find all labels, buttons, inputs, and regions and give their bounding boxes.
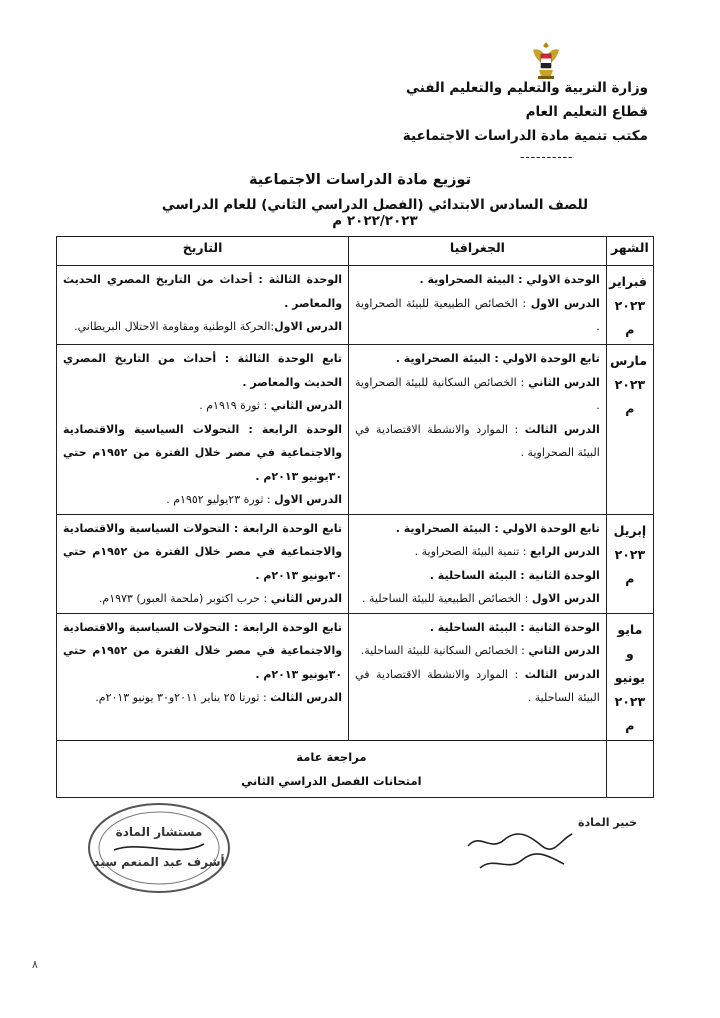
lesson-text: الوحدة الثانية : البيئة الساحلية .: [429, 620, 600, 634]
stamp-title: مستشار المادة: [115, 825, 203, 839]
history-cell: [57, 266, 349, 345]
month-year: ٢٠٢٣ م: [614, 693, 646, 733]
document-title: توزيع مادة الدراسات الاجتماعية: [248, 172, 472, 188]
lesson-line: [355, 347, 600, 371]
lesson-text: الوحدة الرابعة : التحولات السياسية والاقتصادية والاجتماعية في مصر خلال الفترة من ١٩٥٢م حتي ٣٠يونيو ٢٠١٣م .: [63, 422, 343, 483]
table-row: [57, 514, 654, 613]
lesson-label: الدرس الاول: [530, 296, 600, 310]
lesson-line: [355, 418, 600, 465]
lesson-text: الوحدة الثالثة : أحداث من التاريخ المصري الحديث والمعاصر .: [63, 273, 343, 310]
document-subtitle: للصف السادس الابتدائي (الفصل الدراسي الثاني) للعام الدراسي ٢٠٢٢/٢٠٢٣ م: [161, 197, 589, 229]
lesson-text: تابع الوحدة الاولي : البيئة الصحراوية .: [395, 521, 600, 535]
lesson-label: الدرس الرابع: [530, 545, 600, 558]
lesson-label: الدرس الثالث: [524, 667, 600, 681]
month-year: ٢٠٢٣ م: [614, 377, 646, 416]
lesson-text: : الخصائص الطبيعية للبيئة الصحراوية .: [355, 296, 600, 333]
expert-signature: [460, 810, 638, 880]
lesson-text: : ثورة ١٩١٩م .: [199, 399, 271, 412]
lesson-line: [63, 394, 342, 418]
lesson-text: تابع الوحدة الرابعة : التحولات السياسية والاقتصادية والاجتماعية في مصر خلال الفترة من ١٩٥٢م حتي ٣٠يونيو ٢٠١٣م .: [63, 521, 343, 582]
general-review-text: مراجعة عامة: [296, 749, 367, 764]
lesson-line: [355, 371, 600, 418]
table-row: [57, 613, 654, 740]
header-history: التاريخ: [57, 237, 349, 266]
official-stamp: [84, 800, 234, 896]
lesson-label: الدرس الثاني: [528, 375, 600, 389]
lesson-label: الدرس الاول: [274, 320, 343, 333]
month-cell: [606, 266, 653, 345]
lesson-text: الوحدة الثانية : البيئة الساحلية .: [429, 568, 600, 582]
exams-text: امتحانات الفصل الدراسي الثاني: [241, 773, 422, 788]
lesson-line: [63, 418, 342, 489]
ministry-name: وزارة التربية والتعليم والتعليم الفني: [406, 80, 648, 96]
sector-name: قطاع التعليم العام: [525, 104, 648, 120]
table-row: [57, 345, 654, 515]
lesson-line: [63, 616, 342, 687]
lesson-text: تابع الوحدة الرابعة : التحولات السياسية والاقتصادية والاجتماعية في مصر خلال الفترة من ١٩٥٢م حتي ٣٠يونيو ٢٠١٣م .: [63, 620, 343, 681]
review-cell: [57, 740, 607, 797]
header-month: الشهر: [606, 237, 653, 266]
lesson-text: الوحدة الاولي : البيئة الصحراوية .: [419, 273, 600, 286]
month-cell: [606, 514, 653, 613]
month-cell: [606, 613, 653, 740]
lesson-line: [355, 616, 600, 640]
lesson-label: الدرس الثاني: [528, 644, 600, 657]
lesson-text: تابع الوحدة الثالثة : أحداث من التاريخ المصري الحديث والمعاصر .: [63, 352, 343, 389]
header-geography: الجغرافيا: [349, 237, 607, 266]
lesson-text: : الخصائص الطبيعية للبيئة الساحلية .: [362, 592, 532, 605]
lesson-text: :الحركة الوطنية ومقاومة الاحتلال البريطاني.: [74, 320, 275, 333]
expert-title: خبير المادة: [578, 816, 638, 829]
lesson-line: [355, 663, 600, 710]
table-row: [57, 266, 654, 345]
lesson-line: [63, 315, 342, 339]
lesson-text: : الخصائص السكانية للبيئة الصحراوية .: [355, 375, 600, 412]
history-cell: [57, 514, 349, 613]
review-month-cell: [606, 740, 653, 797]
header-separator: ----------: [520, 150, 574, 164]
table-header-row: [57, 237, 654, 266]
month-cell: [606, 345, 653, 515]
lesson-line: [355, 639, 600, 663]
egypt-eagle-emblem-icon: [529, 40, 563, 82]
lesson-line: [63, 517, 342, 588]
geography-cell: [349, 613, 607, 740]
lesson-label: الدرس الثاني: [270, 399, 343, 412]
lesson-line: [355, 564, 600, 588]
month-name: مارس: [610, 353, 647, 368]
stamp-name: أشرف عبد المنعم سيد: [93, 855, 225, 869]
lesson-text: : ثورة ٢٣يوليو ١٩٥٢م .: [166, 493, 275, 506]
lesson-line: [63, 686, 342, 710]
lesson-text: : ثورتا ٢٥ يناير ٢٠١١و٣٠ يونيو ٢٠١٣م.: [95, 691, 271, 704]
month-name: إبريل: [613, 522, 647, 538]
lesson-label: الدرس الاول: [274, 493, 343, 506]
month-year: ٢٠٢٣ م: [614, 298, 646, 337]
lesson-text: : تنمية البيئة الصحراوية .: [414, 545, 530, 558]
lesson-line: [63, 347, 342, 394]
history-cell: [57, 613, 349, 740]
office-name: مكتب تنمية مادة الدراسات الاجتماعية: [402, 128, 648, 144]
lesson-line: [355, 268, 600, 292]
lesson-label: الدرس الثالث: [524, 422, 600, 436]
month-name: فبراير: [609, 274, 647, 289]
geography-cell: [349, 345, 607, 515]
lesson-line: [355, 540, 600, 564]
lesson-text: : الموارد والانشطة الاقتصادية في البيئة الصحراوية .: [355, 422, 600, 459]
lesson-line: [355, 517, 600, 541]
geography-cell: [349, 514, 607, 613]
page-number: ٨: [32, 958, 38, 971]
month-year: ٢٠٢٣ م: [614, 546, 646, 586]
lesson-line: [355, 292, 600, 339]
review-row: [57, 740, 654, 797]
lesson-label: الدرس الثاني: [270, 592, 343, 605]
lesson-label: الدرس الاول: [531, 592, 600, 605]
lesson-text: تابع الوحدة الاولي : البيئة الصحراوية .: [395, 352, 600, 365]
lesson-line: [63, 268, 342, 315]
history-cell: [57, 345, 349, 515]
lesson-text: : الخصائص السكانية للبيئة الساحلية.: [360, 644, 529, 657]
lesson-line: [355, 587, 600, 611]
lesson-text: : الموارد والانشطة الاقتصادية في البيئة الساحلية .: [355, 667, 600, 704]
lesson-line: [63, 587, 342, 611]
month-name: مايو و يونيو: [614, 621, 645, 685]
lesson-label: الدرس الثالث: [270, 691, 343, 704]
lesson-text: : حرب اكتوبر (ملحمة العبور) ١٩٧٣م.: [98, 592, 271, 605]
geography-cell: [349, 266, 607, 345]
curriculum-table: [56, 236, 654, 798]
lesson-line: [63, 488, 342, 512]
